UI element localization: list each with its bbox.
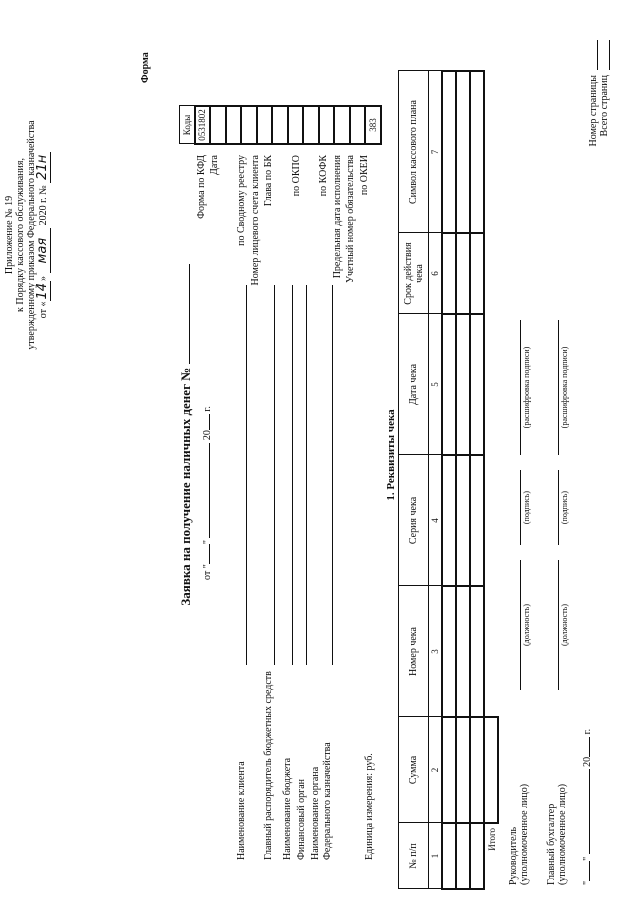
- appendix-date-mid: »: [38, 275, 49, 281]
- form-title: [178, 195, 194, 675]
- col-cash-plan: Символ кассового плана: [399, 71, 429, 233]
- appendix-date-prefix: от «: [38, 301, 49, 319]
- label-okpo: по ОКПО: [291, 155, 302, 197]
- col-sum: Сумма: [399, 717, 429, 823]
- appendix-day: 14: [35, 282, 50, 300]
- acc-decryption-line: [558, 320, 559, 455]
- acc-signature-line: [558, 470, 559, 545]
- head-position-caption: (должность): [522, 604, 531, 646]
- label-organ: Наименование органа: [310, 766, 321, 860]
- code-blank-2: [303, 106, 319, 144]
- col-check-number: Номер чека: [399, 586, 429, 717]
- requisites-table: [398, 70, 499, 890]
- total-pages-line: [609, 40, 610, 70]
- forma-label: Форма: [140, 52, 151, 83]
- page-number-label: Номер страницы: [588, 75, 599, 147]
- appendix-block: [4, 85, 49, 385]
- sign-date-line: [582, 729, 593, 885]
- code-blank-1: [272, 106, 288, 144]
- head-signature-line: [520, 470, 521, 545]
- date-open-quote: от ": [202, 564, 213, 580]
- num-3: 3: [429, 586, 443, 717]
- head-decryption-line: [520, 320, 521, 455]
- label-main-manager: Главный распорядитель бюджетных средств: [263, 671, 274, 860]
- acc-position-caption: (должность): [560, 604, 569, 646]
- code-kofk: [319, 106, 335, 144]
- acc-decryption-caption: (расшифровка подписи): [560, 346, 569, 429]
- acc-position-line: [558, 560, 559, 690]
- code-account: [241, 106, 257, 144]
- acc-signature-caption: (подпись): [560, 490, 569, 525]
- appendix-line4: [37, 85, 49, 385]
- accountant-label-line2: (уполномоченное лицо): [557, 783, 568, 885]
- appendix-title: Приложение № 19: [4, 195, 15, 275]
- code-date: [210, 106, 226, 144]
- appendix-month: мая: [35, 228, 51, 274]
- label-kfd: Форма по КФД: [196, 155, 207, 219]
- appendix-order-number: 21н: [35, 152, 51, 183]
- num-1: 1: [429, 823, 443, 889]
- head-label-line2: (уполномоченное лицо): [519, 783, 530, 885]
- label-bk: Глава по БК: [263, 155, 274, 207]
- label-deadline: Предельная дата исполнения: [332, 155, 343, 279]
- accountant-label-line1: Главный бухгалтер: [546, 803, 557, 885]
- col-number: № п/п: [399, 823, 429, 889]
- head-decryption-caption: (расшифровка подписи): [522, 346, 531, 429]
- accountant-label: [546, 784, 568, 885]
- page-number-line: [597, 40, 598, 70]
- sign-date-twenty: 20: [582, 756, 593, 767]
- label-budget: Наименование бюджета: [282, 757, 293, 860]
- head-label: [508, 784, 530, 885]
- codes-header: Коды: [180, 106, 195, 144]
- label-svodny: по Сводному реестру: [236, 155, 247, 246]
- code-bk: [257, 106, 273, 144]
- date-year-label: г.: [202, 406, 213, 412]
- label-obligation: Учетный номер обязательства: [345, 155, 356, 284]
- code-svodny: [226, 106, 242, 144]
- label-account: Номер лицевого счета клиента: [250, 155, 261, 286]
- num-7: 7: [429, 71, 443, 233]
- main-manager-line: [274, 285, 275, 665]
- table-row: [456, 71, 470, 889]
- head-label-line1: Руководитель: [508, 826, 519, 885]
- col-check-series: Серия чека: [399, 455, 429, 586]
- sign-date-quote-close: ": [582, 856, 593, 861]
- appendix-line2: к Порядку кассового обслуживания,: [15, 158, 26, 312]
- num-5: 5: [429, 314, 443, 455]
- code-okei: 383: [365, 106, 381, 144]
- sign-date-quote-open: ": [582, 880, 593, 885]
- code-kfd: 0531802: [195, 106, 211, 144]
- label-client: Наименование клиента: [236, 761, 247, 860]
- table-row: [470, 71, 484, 889]
- finorgan-line: [306, 285, 307, 665]
- section-title: 1. Реквизиты чека: [385, 409, 397, 501]
- form-title-text: Заявка на получение наличных денег №: [178, 367, 193, 606]
- budget-line: [292, 285, 293, 665]
- label-okei: по ОКЕИ: [359, 155, 370, 196]
- client-line: [246, 285, 247, 665]
- page-counter-labels: [588, 75, 610, 185]
- head-position-line: [520, 560, 521, 690]
- label-date: Дата: [209, 155, 220, 175]
- label-kofk: по КОФК: [318, 155, 329, 197]
- date-twenty: 20: [202, 430, 213, 441]
- num-6: 6: [429, 233, 443, 314]
- code-obligation: [350, 106, 366, 144]
- label-unit: Единица измерения: руб.: [364, 753, 375, 860]
- label-treasury: Федерального казначейства: [322, 742, 333, 860]
- code-deadline: [334, 106, 350, 144]
- table-row: [442, 71, 456, 889]
- treasury-line: [332, 285, 333, 665]
- total-pages-label: Всего страниц: [599, 75, 610, 137]
- total-label: Итого: [486, 828, 497, 851]
- form-date-line: [202, 406, 213, 580]
- sign-date-year-label: г.: [582, 728, 593, 735]
- head-signature-caption: (подпись): [522, 490, 531, 525]
- col-check-validity: Срок действия чека: [399, 233, 429, 314]
- total-row: [484, 71, 498, 889]
- label-finorgan: Финансовый орган: [296, 778, 307, 860]
- date-close-quote: ": [202, 540, 213, 545]
- codes-table: [179, 105, 382, 145]
- code-okpo: [288, 106, 304, 144]
- col-check-date: Дата чека: [399, 314, 429, 455]
- appendix-year: 2020 г. №: [38, 185, 49, 226]
- num-2: 2: [429, 717, 443, 823]
- appendix-line3: утвержденному приказом Федерального казначейства: [26, 120, 37, 350]
- num-4: 4: [429, 455, 443, 586]
